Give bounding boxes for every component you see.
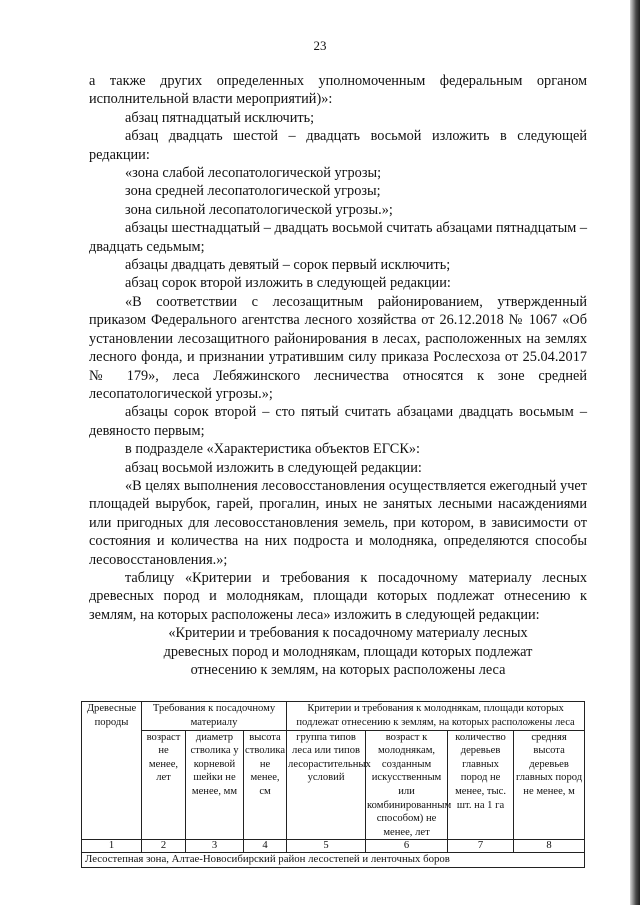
column-number-1: 1	[82, 840, 142, 853]
column-number-3: 3	[186, 840, 244, 853]
column-number-7: 7	[448, 840, 514, 853]
paragraph-4: «зона слабой лесопатологической угрозы;	[125, 165, 382, 182]
paragraph-1: а также других определенных уполномоченным федеральным органом исполнительной власти мероприятий)»:	[89, 73, 587, 108]
paragraph-11: абзацы сорок второй – сто пятый считать абзацами двадцать восьмым – девяносто первым;	[89, 404, 587, 439]
page-number: 23	[313, 38, 327, 53]
column-number-2: 2	[142, 840, 186, 853]
header-species: Древесные породы	[82, 702, 142, 840]
subheader-age: возраст не менее, лет	[142, 730, 186, 840]
subheader-diameter: диаметр стволика у корневой шейки не менее, мм	[186, 730, 244, 840]
paragraph-7: абзацы шестнадцатый – двадцать восьмой считать абзацами пятнадцатым – двадцать седьмым;	[89, 220, 587, 255]
table-caption-line-2: древесных пород и молоднякам, площади которых подлежат	[163, 643, 533, 660]
paragraph-14: «В целях выполнения лесовосстановления осуществляется ежегодный учет площадей вырубок, гарей, прогалин, иных не занятых лесными насаждениями или пригодных для лесовосстановления земель, при котором, в зависимости от состояния и количества на них подроста и молодняка, определяются способы лесовосстановления.»;	[89, 477, 587, 568]
criteria-table	[81, 701, 585, 868]
paragraph-10: «В соответствии с лесозащитным районированием, утвержденный приказом Федерального агентства лесного хозяйства от 26.12.2018 № 1067 «Об установлении лесозащитного районирования в лесах, расположенных на землях лесного фонда, и признании утратившим силу приказа Рослесхоза от 25.04.2017 № 179», леса Лебяжинского лесничества относятся к зоне средней лесопатологической угрозы.»;	[89, 293, 587, 402]
column-number-4: 4	[244, 840, 287, 853]
column-number-8: 8	[514, 840, 585, 853]
table-caption-line-3: отнесению к землям, на которых расположены леса	[190, 662, 506, 678]
paragraph-13: абзац восьмой изложить в следующей редакции:	[125, 459, 422, 476]
paragraph-5: зона средней лесопатологической угрозы;	[125, 183, 381, 200]
paragraph-3: абзац двадцать шестой – двадцать восьмой изложить в следующей редакции:	[89, 128, 587, 163]
subheader-tree-count: количество деревьев главных пород не менее, тыс. шт. на 1 га	[448, 730, 514, 840]
scan-edge-shadow	[630, 0, 640, 905]
paragraph-9: абзац сорок второй изложить в следующей редакции:	[125, 275, 451, 292]
paragraph-12: в подразделе «Характеристика объектов ЕГСК»:	[125, 441, 420, 458]
header-planting-material: Требования к посадочному материалу	[142, 702, 287, 730]
document-body	[85, 72, 587, 868]
paragraph-15: таблицу «Критерии и требования к посадочному материалу лесных древесных пород и молоднякам, площади которых подлежат отнесению к землям, на которых расположены леса» изложить в следующей редакции:	[89, 569, 587, 623]
zone-row: Лесостепная зона, Алтае-Новосибирский район лесостепей и ленточных боров	[82, 853, 585, 868]
column-number-5: 5	[287, 840, 366, 853]
header-young-stands: Критерии и требования к молоднякам, площади которых подлежат отнесению к землям, на которых расположены леса	[287, 702, 585, 730]
subheader-height: высота стволика не менее, см	[244, 730, 287, 840]
subheader-forest-type-group: группа типов леса или типов лесорастительных условий	[287, 730, 366, 840]
table-caption-line-1: «Критерии и требования к посадочному материалу лесных	[168, 625, 528, 642]
subheader-young-age: возраст к молоднякам, созданным искусственным или комбинированным способом) не менее, лет	[366, 730, 448, 840]
paragraph-8: абзацы двадцать девятый – сорок первый исключить;	[125, 257, 451, 274]
paragraph-2: абзац пятнадцатый исключить;	[125, 109, 315, 126]
subheader-mean-height: средняя высота деревьев главных пород не менее, м	[514, 730, 585, 840]
column-number-6: 6	[366, 840, 448, 853]
paragraph-6: зона сильной лесопатологической угрозы.»;	[125, 201, 393, 218]
